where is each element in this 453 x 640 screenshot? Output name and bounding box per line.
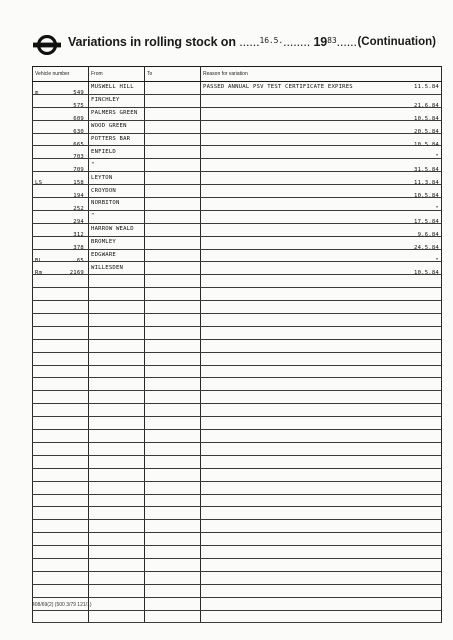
table-row	[33, 133, 442, 146]
blank-cell	[145, 339, 201, 352]
vehicle-number: 65	[76, 257, 84, 262]
from-cell: HARROW WEALD	[89, 223, 145, 236]
blank-cell	[89, 520, 145, 533]
blank-cell	[145, 507, 201, 520]
blank-row	[33, 365, 442, 378]
reason-cell	[201, 94, 442, 107]
reason-cell	[201, 159, 442, 172]
date-dots: ......	[239, 35, 260, 49]
blank-cell	[33, 584, 89, 597]
blank-cell	[145, 275, 201, 288]
blank-cell	[201, 339, 442, 352]
blank-row	[33, 533, 442, 546]
blank-row	[33, 481, 442, 494]
blank-cell	[33, 288, 89, 301]
expiry-date: 10.5.84	[414, 141, 439, 146]
continuation-label: (Continuation)	[357, 36, 436, 48]
from-cell: WOOD GREEN	[89, 120, 145, 133]
blank-row	[33, 571, 442, 584]
vehicle-number: 158	[73, 180, 84, 185]
blank-cell	[33, 468, 89, 481]
blank-cell	[89, 430, 145, 443]
blank-cell	[89, 275, 145, 288]
to-cell	[145, 249, 201, 262]
blank-cell	[33, 314, 89, 327]
blank-row	[33, 314, 442, 327]
blank-cell	[89, 417, 145, 430]
blank-row	[33, 584, 442, 597]
blank-cell	[89, 546, 145, 559]
blank-cell	[89, 494, 145, 507]
blank-cell	[89, 571, 145, 584]
blank-cell	[201, 533, 442, 546]
to-cell	[145, 107, 201, 120]
blank-row	[33, 301, 442, 314]
blank-cell	[89, 442, 145, 455]
to-cell	[145, 146, 201, 159]
blank-cell	[145, 326, 201, 339]
blank-cell	[145, 546, 201, 559]
blank-cell	[145, 365, 201, 378]
from-cell: WILLESDEN	[89, 262, 145, 275]
table-row	[33, 120, 442, 133]
table-row	[33, 198, 442, 211]
blank-cell	[201, 455, 442, 468]
to-cell	[145, 133, 201, 146]
blank-row	[33, 378, 442, 391]
table-row	[33, 172, 442, 185]
blank-cell	[201, 365, 442, 378]
vehicle-class: BL	[35, 257, 43, 262]
blank-cell	[145, 533, 201, 546]
blank-cell	[33, 365, 89, 378]
blank-row	[33, 326, 442, 339]
table-row	[33, 159, 442, 172]
blank-cell	[33, 507, 89, 520]
blank-cell	[33, 558, 89, 571]
blank-cell	[33, 546, 89, 559]
reason-cell	[201, 82, 442, 95]
column-header-from: From	[89, 67, 145, 82]
vehicle-number-cell	[33, 262, 89, 275]
vehicle-number-cell	[33, 146, 89, 159]
from-cell: PALMERS GREEN	[89, 107, 145, 120]
expiry-date: 11.3.84	[414, 180, 439, 185]
reason-cell	[201, 236, 442, 249]
vehicle-number-cell	[33, 198, 89, 211]
from-cell: "	[89, 159, 145, 172]
vehicle-number-cell	[33, 223, 89, 236]
blank-cell	[33, 494, 89, 507]
blank-cell	[145, 301, 201, 314]
vehicle-number: 703	[73, 154, 84, 159]
blank-cell	[89, 584, 145, 597]
reason-cell	[201, 172, 442, 185]
blank-cell	[201, 558, 442, 571]
blank-row	[33, 610, 442, 623]
to-cell	[145, 210, 201, 223]
blank-cell	[33, 533, 89, 546]
blank-cell	[145, 481, 201, 494]
blank-row	[33, 275, 442, 288]
vehicle-number: 294	[73, 218, 84, 224]
table-row	[33, 107, 442, 120]
blank-cell	[145, 378, 201, 391]
blank-cell	[33, 339, 89, 352]
year-prefix: 19	[313, 35, 328, 49]
vehicle-number: 378	[73, 244, 84, 250]
blank-cell	[145, 455, 201, 468]
blank-cell	[33, 442, 89, 455]
blank-cell	[201, 546, 442, 559]
london-transport-roundel-icon	[32, 35, 62, 55]
blank-cell	[145, 597, 201, 610]
from-cell: EDGWARE	[89, 249, 145, 262]
blank-cell	[89, 378, 145, 391]
blank-cell	[89, 597, 145, 610]
vehicle-class: Rm	[35, 270, 43, 275]
blank-row	[33, 352, 442, 365]
blank-row	[33, 417, 442, 430]
reason-cell	[201, 210, 442, 223]
vehicle-number: 252	[73, 205, 84, 211]
expiry-date: "	[435, 205, 439, 211]
blank-cell	[33, 481, 89, 494]
to-cell	[145, 120, 201, 133]
blank-cell	[89, 507, 145, 520]
reason-cell	[201, 120, 442, 133]
blank-cell	[89, 533, 145, 546]
blank-cell	[145, 288, 201, 301]
blank-row	[33, 468, 442, 481]
form-code: 408/69(2) (500 3/79 121/1)	[32, 602, 92, 608]
vehicle-number-cell	[33, 249, 89, 262]
reason-cell	[201, 198, 442, 211]
blank-cell	[33, 378, 89, 391]
blank-row	[33, 288, 442, 301]
blank-cell	[201, 404, 442, 417]
form-title	[68, 35, 357, 49]
variations-table	[32, 66, 442, 623]
blank-cell	[89, 365, 145, 378]
blank-cell	[33, 455, 89, 468]
reason-cell	[201, 133, 442, 146]
reason-cell	[201, 223, 442, 236]
expiry-date: 31.5.84	[414, 167, 439, 172]
blank-cell	[89, 481, 145, 494]
from-cell: BROMLEY	[89, 236, 145, 249]
blank-cell	[89, 468, 145, 481]
blank-cell	[145, 417, 201, 430]
to-cell	[145, 94, 201, 107]
blank-cell	[33, 430, 89, 443]
blank-cell	[201, 391, 442, 404]
blank-cell	[89, 339, 145, 352]
blank-cell	[33, 275, 89, 288]
table-row	[33, 146, 442, 159]
expiry-date: "	[435, 154, 439, 159]
expiry-date: 21.6.84	[414, 102, 439, 108]
to-cell	[145, 82, 201, 95]
blank-cell	[201, 494, 442, 507]
table-row	[33, 262, 442, 275]
table-row	[33, 94, 442, 107]
reason-text: PASSED ANNUAL PSV TEST CERTIFICATE EXPIRES	[203, 84, 353, 91]
to-cell	[145, 172, 201, 185]
blank-cell	[145, 610, 201, 623]
expiry-date: 11.5.84	[414, 84, 439, 91]
column-header-to: To	[145, 67, 201, 82]
blank-cell	[201, 288, 442, 301]
vehicle-number-cell	[33, 210, 89, 223]
vehicle-number-cell	[33, 133, 89, 146]
blank-row	[33, 597, 442, 610]
table-header-row	[33, 67, 442, 82]
blank-cell	[201, 442, 442, 455]
blank-cell	[201, 507, 442, 520]
to-cell	[145, 236, 201, 249]
blank-cell	[201, 352, 442, 365]
vehicle-number-cell	[33, 159, 89, 172]
title-prefix: Variations in rolling stock on	[68, 35, 236, 49]
blank-cell	[33, 610, 89, 623]
blank-cell	[201, 301, 442, 314]
blank-cell	[33, 301, 89, 314]
date-value: 16.5.	[259, 36, 284, 45]
year-dots: ......	[336, 35, 357, 49]
year-value: 83	[327, 36, 337, 45]
expiry-date: "	[435, 257, 439, 262]
blank-cell	[89, 314, 145, 327]
expiry-date: 17.5.84	[414, 218, 439, 224]
from-cell: "	[89, 210, 145, 223]
to-cell	[145, 159, 201, 172]
vehicle-number: 312	[73, 231, 84, 237]
blank-cell	[201, 417, 442, 430]
date-dots-2: ........	[283, 35, 311, 49]
blank-row	[33, 546, 442, 559]
reason-cell	[201, 249, 442, 262]
table-row	[33, 185, 442, 198]
from-cell: POTTERS BAR	[89, 133, 145, 146]
blank-cell	[145, 430, 201, 443]
blank-cell	[201, 468, 442, 481]
blank-cell	[89, 404, 145, 417]
vehicle-number: 630	[73, 128, 84, 134]
to-cell	[145, 262, 201, 275]
expiry-date: 10.5.84	[414, 270, 439, 275]
vehicle-class: LS	[35, 180, 43, 185]
from-cell: NORBITON	[89, 198, 145, 211]
expiry-date: 24.5.84	[414, 244, 439, 250]
vehicle-number-cell	[33, 185, 89, 198]
column-header-vehicle-number: Vehicle number	[33, 67, 89, 82]
blank-cell	[201, 481, 442, 494]
blank-cell	[33, 571, 89, 584]
blank-cell	[89, 610, 145, 623]
blank-cell	[33, 404, 89, 417]
blank-cell	[89, 558, 145, 571]
reason-cell	[201, 146, 442, 159]
vehicle-number: 2169	[69, 270, 84, 275]
blank-cell	[201, 597, 442, 610]
blank-row	[33, 430, 442, 443]
blank-row	[33, 507, 442, 520]
blank-cell	[201, 275, 442, 288]
reason-cell	[201, 107, 442, 120]
blank-cell	[145, 520, 201, 533]
blank-cell	[89, 326, 145, 339]
blank-row	[33, 558, 442, 571]
vehicle-number-cell	[33, 82, 89, 95]
blank-cell	[201, 584, 442, 597]
blank-row	[33, 442, 442, 455]
to-cell	[145, 198, 201, 211]
vehicle-number: 665	[73, 141, 84, 146]
blank-cell	[145, 442, 201, 455]
from-cell: LEYTON	[89, 172, 145, 185]
blank-cell	[33, 352, 89, 365]
blank-row	[33, 520, 442, 533]
vehicle-number-cell	[33, 120, 89, 133]
blank-cell	[145, 391, 201, 404]
expiry-date: 10.5.84	[414, 115, 439, 121]
blank-row	[33, 494, 442, 507]
blank-cell	[201, 326, 442, 339]
from-cell: CROYDON	[89, 185, 145, 198]
blank-cell	[145, 558, 201, 571]
blank-cell	[201, 610, 442, 623]
blank-cell	[145, 314, 201, 327]
blank-cell	[145, 584, 201, 597]
reason-cell	[201, 262, 442, 275]
blank-cell	[33, 520, 89, 533]
blank-cell	[145, 352, 201, 365]
reason-cell	[201, 185, 442, 198]
from-cell: FINCHLEY	[89, 94, 145, 107]
blank-row	[33, 339, 442, 352]
vehicle-number: 609	[73, 115, 84, 121]
blank-cell	[145, 571, 201, 584]
vehicle-number: 575	[73, 102, 84, 108]
column-header-reason: Reason for variation	[201, 67, 442, 82]
blank-cell	[145, 468, 201, 481]
blank-cell	[145, 494, 201, 507]
table-row	[33, 210, 442, 223]
blank-cell	[201, 520, 442, 533]
vehicle-number: 549	[73, 89, 84, 95]
blank-cell	[89, 391, 145, 404]
vehicle-number-cell	[33, 172, 89, 185]
blank-cell	[33, 391, 89, 404]
blank-row	[33, 455, 442, 468]
table-row	[33, 236, 442, 249]
table-row	[33, 82, 442, 95]
blank-cell	[33, 417, 89, 430]
from-cell: ENFIELD	[89, 146, 145, 159]
blank-cell	[201, 378, 442, 391]
blank-cell	[201, 430, 442, 443]
blank-row	[33, 404, 442, 417]
blank-cell	[201, 571, 442, 584]
vehicle-number: 709	[73, 167, 84, 172]
to-cell	[145, 223, 201, 236]
blank-cell	[89, 455, 145, 468]
blank-cell	[89, 301, 145, 314]
vehicle-class: m	[35, 89, 39, 95]
from-cell: MUSWELL HILL	[89, 82, 145, 95]
table-row	[33, 249, 442, 262]
vehicle-number-cell	[33, 107, 89, 120]
blank-cell	[89, 288, 145, 301]
vehicle-number: 194	[73, 193, 84, 198]
blank-cell	[145, 404, 201, 417]
blank-row	[33, 391, 442, 404]
vehicle-number-cell	[33, 94, 89, 107]
table-row	[33, 223, 442, 236]
to-cell	[145, 185, 201, 198]
blank-cell	[33, 326, 89, 339]
form-header	[32, 32, 442, 58]
vehicle-number-cell	[33, 236, 89, 249]
blank-cell	[89, 352, 145, 365]
expiry-date: 9.6.84	[417, 231, 439, 237]
expiry-date: 10.5.84	[414, 193, 439, 198]
expiry-date: 20.5.84	[414, 128, 439, 134]
blank-cell	[201, 314, 442, 327]
